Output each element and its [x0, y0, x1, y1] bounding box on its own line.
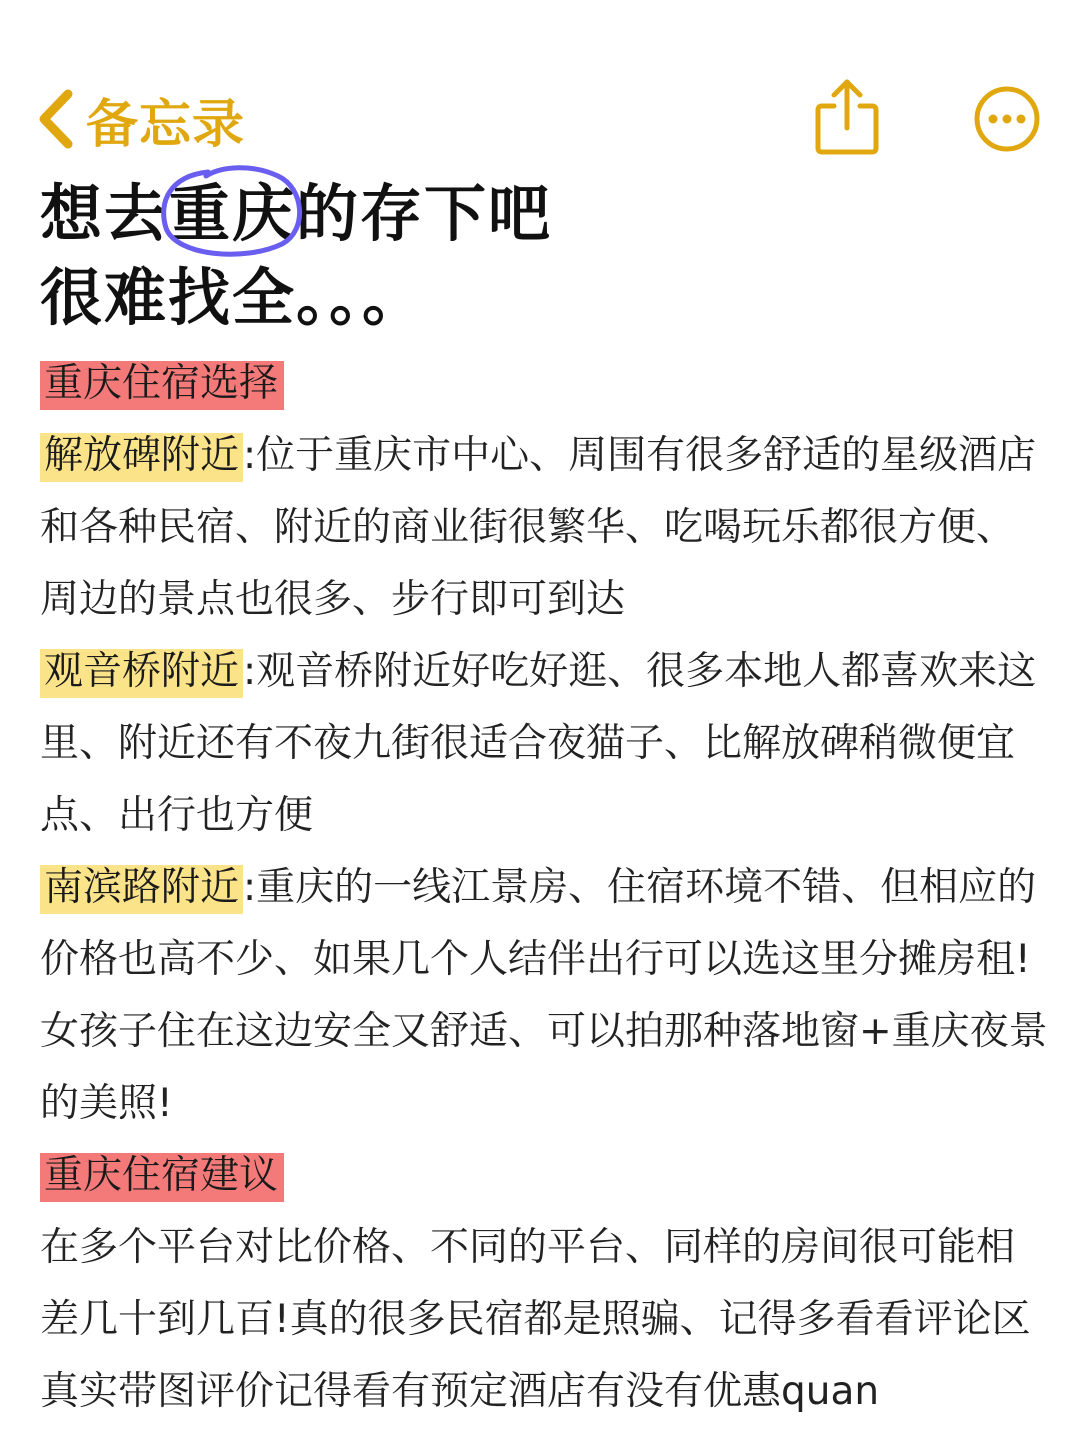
back-label: 备忘录 — [86, 94, 246, 155]
red-highlight-heading: 重庆住宿选择 — [40, 361, 284, 410]
title-prefix: 想去 — [40, 177, 169, 250]
note-title — [40, 172, 552, 340]
more-icon — [972, 84, 1042, 154]
circled-word — [168, 172, 296, 256]
section-heading-advice — [40, 1140, 1050, 1212]
red-highlight-heading: 重庆住宿建议 — [40, 1153, 284, 1202]
area-paragraph — [40, 852, 1050, 1140]
share-button[interactable] — [812, 76, 882, 158]
area-name-highlight: 南滨路附近 — [40, 865, 243, 914]
area-name-highlight: 观音桥附近 — [40, 649, 243, 698]
share-icon — [812, 76, 882, 158]
navigation-bar — [0, 0, 1080, 170]
title-line-1 — [40, 172, 552, 256]
area-paragraph — [40, 636, 1050, 852]
area-description: :重庆的一线江景房、住宿环境不错、但相应的价格也高不少、如果几个人结伴出行可以选这里分摊房租!女孩子住在这边安全又舒适、可以拍那种落地窗+重庆夜景的美照! — [40, 865, 1048, 1126]
title-line-2: 很难找全。。。 — [40, 261, 427, 334]
area-description: :观音桥附近好吃好逛、很多本地人都喜欢来这里、附近还有不夜九街很适合夜猫子、比解放碑稍微便宜点、出行也方便 — [40, 649, 1037, 838]
area-description: :位于重庆市中心、周围有很多舒适的星级酒店和各种民宿、附近的商业街很繁华、吃喝玩乐都很方便、周边的景点也很多、步行即可到达 — [40, 433, 1037, 622]
title-suffix: 的存下吧 — [296, 177, 553, 250]
area-paragraph — [40, 420, 1050, 636]
advice-paragraph: 在多个平台对比价格、不同的平台、同样的房间很可能相差几十到几百!真的很多民宿都是照骗、记得多看看评论区真实带图评价记得看有预定酒店有没有优惠quan — [40, 1225, 1031, 1414]
circled-word-text: 重庆 — [168, 177, 297, 250]
more-button[interactable] — [972, 84, 1042, 154]
section-heading-options — [40, 348, 1050, 420]
area-name-highlight: 解放碑附近 — [40, 433, 243, 482]
chevron-left-icon — [36, 88, 76, 150]
back-button[interactable] — [36, 84, 245, 154]
note-body — [40, 348, 1050, 1428]
